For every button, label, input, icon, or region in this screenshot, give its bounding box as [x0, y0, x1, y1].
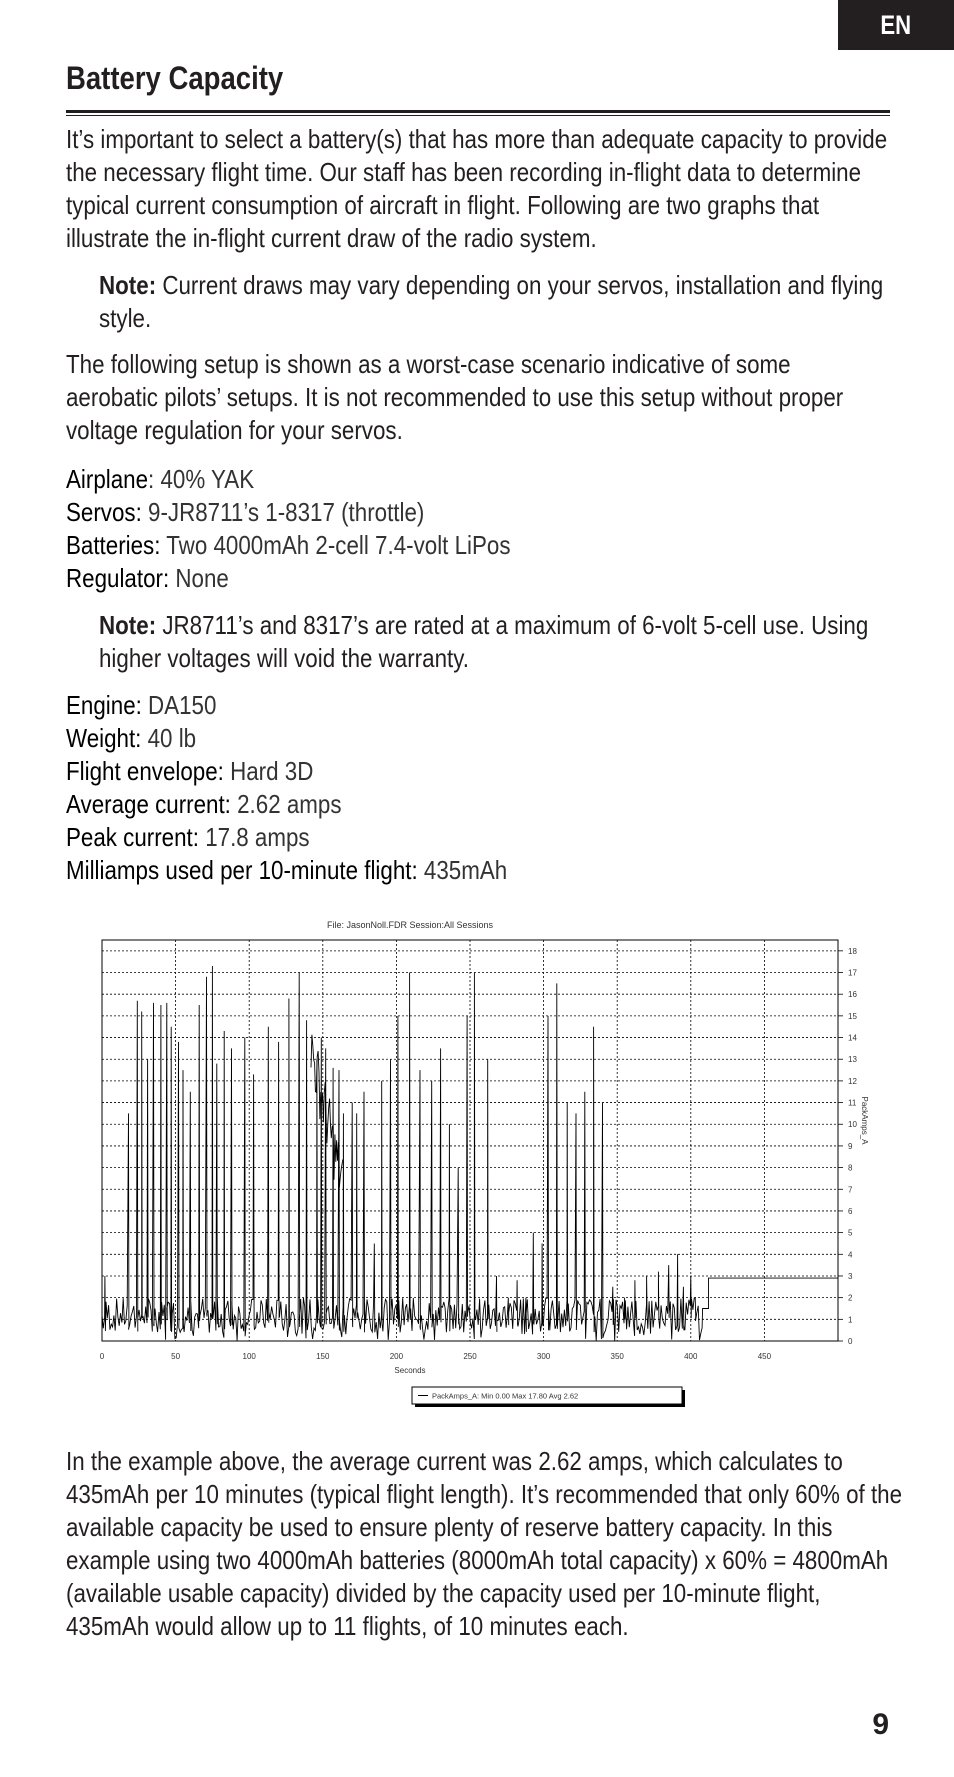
spec-value: Two 4000mAh 2-cell 7.4-volt LiPos — [160, 530, 511, 560]
x-tick-label: 50 — [171, 1352, 181, 1361]
y-tick-label: 14 — [848, 1033, 857, 1043]
title-rule-thin — [66, 115, 890, 116]
y-tick-label: 4 — [848, 1250, 853, 1260]
y-tick-label: 3 — [848, 1271, 853, 1281]
note-current-draw — [99, 269, 890, 335]
spec-label: Milliamps used per 10-minute flight: — [66, 855, 418, 885]
spec-value: DA150 — [141, 690, 217, 720]
note-text: JR8711’s and 8317’s are rated at a maximum of 6-volt 5-cell use. Using higher voltages will void the warranty. — [99, 610, 869, 673]
page-title — [66, 52, 890, 104]
setup-intro-text: The following setup is shown as a worst-case scenario indicative of some aerobatic pilots’ setups. It is not recommended to use this setup without proper voltage regulation for your servos. — [66, 349, 844, 445]
y-tick-label: 0 — [848, 1337, 853, 1346]
page-content — [66, 52, 890, 887]
x-tick-label: 100 — [242, 1352, 256, 1361]
spec-label: Engine: — [66, 690, 142, 720]
spec-label: Peak current: — [66, 822, 199, 852]
y-tick-label: 2 — [848, 1293, 853, 1303]
spec-row-inner — [66, 496, 888, 529]
y-tick-label: 11 — [848, 1098, 857, 1108]
y-tick-label: 7 — [848, 1185, 853, 1195]
note-voltage-warning — [99, 609, 890, 675]
spec-row — [66, 854, 890, 887]
y-tick-label: 6 — [848, 1206, 853, 1216]
spec-label: Average current: — [66, 789, 231, 819]
y-tick-label: 1 — [848, 1315, 853, 1325]
spec-row-inner — [66, 562, 888, 595]
page-number: 9 — [872, 1708, 889, 1741]
spec-row — [66, 788, 890, 821]
spec-label: Flight envelope: — [66, 756, 224, 786]
spec-value: 40 lb — [141, 723, 197, 753]
spec-row — [66, 821, 890, 854]
spec-row-inner — [66, 529, 888, 562]
note-text: Current draws may vary depending on your servos, installation and flying style. — [99, 270, 884, 333]
spec-row-inner — [66, 821, 888, 854]
spec-row — [66, 755, 890, 788]
x-tick-label: 450 — [757, 1352, 772, 1361]
spec-value: 9-JR8711’s 1-8317 (throttle) — [141, 497, 425, 527]
spec-value: 435mAh — [417, 855, 508, 885]
spec-label: Regulator: — [66, 563, 170, 593]
x-axis-label: Seconds — [394, 1366, 426, 1375]
spec-row-inner — [66, 788, 888, 821]
note-voltage-warning-inner — [99, 609, 888, 675]
spec-row-inner — [66, 854, 888, 887]
spec-value: Hard 3D — [223, 756, 314, 786]
language-tab-label: EN — [880, 9, 912, 40]
x-tick-label: 200 — [389, 1352, 404, 1361]
spec-row-inner — [66, 722, 888, 755]
intro-text: It’s important to select a battery(s) that has more than adequate capacity to provide the necessary flight time. Our staff has been recording in-flight data to determine typical current consumption of aircraft in flight. Following are two graphs that illustrate the in-flight current draw of the radio system. — [66, 124, 888, 253]
y-tick-label: 9 — [848, 1141, 853, 1151]
conclusion-paragraph — [66, 1445, 906, 1643]
note-label: Note: — [99, 610, 157, 640]
spec-row — [66, 562, 890, 595]
setup-spec-list — [66, 463, 890, 595]
x-tick-label: 300 — [536, 1352, 551, 1361]
spec-label: Airplane — [66, 464, 149, 494]
flight-spec-list — [66, 689, 890, 887]
current-draw-chart — [66, 910, 890, 1410]
spec-row — [66, 722, 890, 755]
x-tick-label: 0 — [99, 1352, 105, 1361]
spec-label: Weight: — [66, 723, 142, 753]
y-tick-label: 12 — [848, 1076, 857, 1086]
spec-row — [66, 496, 890, 529]
x-tick-label: 250 — [463, 1352, 477, 1361]
language-tab — [838, 0, 954, 50]
y-tick-label: 15 — [848, 1011, 857, 1021]
y-tick-label: 5 — [848, 1228, 853, 1238]
y-tick-label: 8 — [848, 1163, 853, 1173]
current-draw-chart-svg — [66, 910, 890, 1410]
y-axis-label: PackAmps_A — [860, 1096, 869, 1145]
page-title-text: Battery Capacity — [66, 60, 284, 96]
spec-row — [66, 689, 890, 722]
legend-label: PackAmps_A: Min 0.00 Max 17.80 Avg 2.62 — [432, 1391, 579, 1401]
spec-value: 17.8 amps — [198, 822, 310, 852]
title-rule-thick — [66, 110, 890, 113]
chart-title: File: JasonNoll.FDR Session:All Sessions — [326, 920, 494, 930]
conclusion-text: In the example above, the average current was 2.62 amps, which calculates to 435mAh per 10 minutes (typical flight length). It’s recommended that only 60% of the available capacity be used to ensure plenty of reserve battery capacity. In this example using two 4000mAh batteries (8000mAh total capacity) x 60% = 4800mAh (available usable capacity) divided by the capacity used per 10-minute flight, 435mAh would allow up to 11 flights, of 10 minutes each. — [66, 1446, 903, 1641]
y-tick-label: 18 — [848, 946, 857, 956]
spec-row — [66, 463, 890, 496]
x-tick-label: 400 — [684, 1352, 698, 1361]
spec-label: Servos: — [66, 497, 142, 527]
x-tick-label: 150 — [316, 1352, 330, 1361]
note-label: Note: — [99, 270, 157, 300]
y-tick-label: 16 — [848, 990, 857, 1000]
y-tick-label: 13 — [848, 1055, 857, 1065]
spec-value: : 40% YAK — [148, 464, 255, 494]
spec-row-inner — [66, 755, 888, 788]
y-tick-label: 17 — [848, 968, 857, 978]
note-current-draw-inner — [99, 269, 888, 335]
spec-row — [66, 529, 890, 562]
series-line-packamps-plateau — [311, 1035, 343, 1188]
spec-row-inner — [66, 463, 888, 496]
spec-row-inner — [66, 689, 888, 722]
spec-label: Batteries: — [66, 530, 161, 560]
setup-intro-paragraph — [66, 348, 890, 447]
intro-paragraph — [66, 123, 890, 255]
y-tick-label: 10 — [848, 1120, 857, 1130]
spec-value: 2.62 amps — [230, 789, 342, 819]
spec-value: None — [169, 563, 229, 593]
x-tick-label: 350 — [610, 1352, 624, 1361]
